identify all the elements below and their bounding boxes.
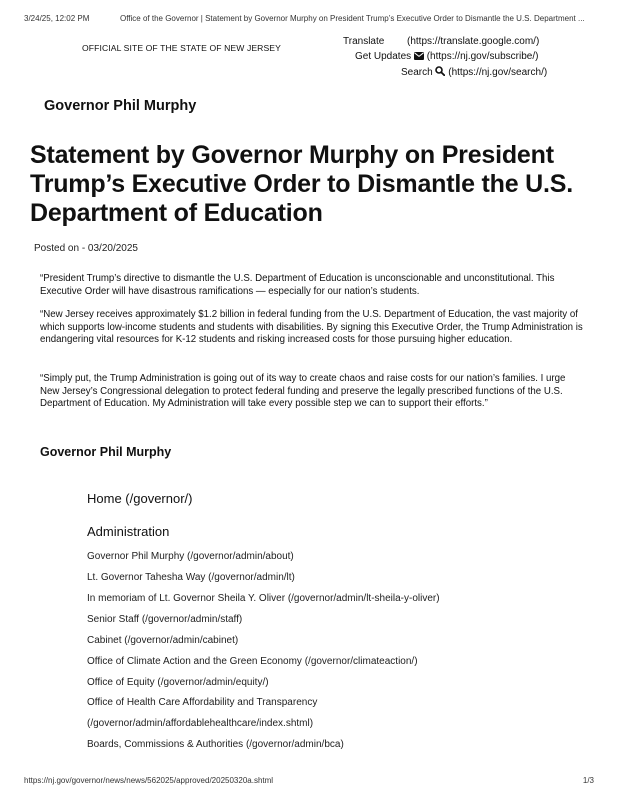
article-paragraph: “New Jersey receives approximately $1.2 billion in federal funding from the U.S. Department of Education, the vast majority of which supports low-income students and students with disabilities. By signing this Executive Order, the Trump Administration is endangering vital resources for K-12 students and risking increased costs for those pursuing higher education. — [40, 309, 583, 345]
footer-admin-link[interactable]: Office of Health Care Affordability and Transparency — [87, 697, 318, 708]
print-datetime: 3/24/25, 12:02 PM — [24, 14, 90, 23]
envelope-icon — [414, 51, 424, 62]
print-page-number: 1/3 — [582, 776, 594, 785]
print-footer — [24, 776, 594, 788]
search-url: (https://nj.gov/search/) — [448, 67, 548, 78]
get-updates-label: Get Updates — [355, 51, 412, 62]
print-url: https://nj.gov/governor/news/news/562025/approved/20250320a.shtml — [24, 776, 274, 785]
translate-link[interactable] — [343, 36, 384, 47]
article-headline: Statement by Governor Murphy on President Trump’s Executive Order to Dismantle the U.S. Department of Education — [30, 141, 574, 227]
footer-admin-heading: Administration — [87, 524, 170, 539]
footer-admin-link[interactable]: Cabinet (/governor/admin/cabinet) — [87, 635, 239, 646]
search-label: Search — [401, 67, 433, 78]
footer-admin-link[interactable]: Lt. Governor Tahesha Way (/governor/admin/lt) — [87, 572, 295, 583]
article-paragraph: “Simply put, the Trump Administration is going out of its way to create chaos and raise costs for our nation’s families. I urge New Jersey’s Congressional delegation to protect federal funding and preserve the legally prescribed functions of the U.S. Department of Education. My Administration will take every possible step we can to support their efforts.” — [40, 373, 566, 409]
site-brand[interactable]: Governor Phil Murphy — [44, 98, 197, 114]
search-link[interactable] — [401, 66, 547, 78]
translate-url[interactable]: (https://translate.google.com/) — [407, 36, 540, 47]
footer-admin-link[interactable]: Boards, Commissions & Authorities (/governor/admin/bca) — [87, 739, 344, 750]
posted-date: Posted on - 03/20/2025 — [34, 243, 138, 254]
footer-admin-link[interactable]: Senior Staff (/governor/admin/staff) — [87, 614, 243, 625]
translate-label: Translate — [343, 36, 385, 47]
footer-admin-link[interactable]: Office of Equity (/governor/admin/equity/) — [87, 677, 269, 688]
get-updates-link[interactable] — [355, 51, 538, 62]
footer-admin-link[interactable]: Office of Climate Action and the Green Economy (/governor/climateaction/) — [87, 656, 418, 667]
footer-admin-link-continued[interactable]: (/governor/admin/affordablehealthcare/index.shtml) — [87, 718, 314, 729]
search-icon — [435, 67, 445, 78]
footer-admin-link[interactable]: In memoriam of Lt. Governor Sheila Y. Oliver (/governor/admin/lt-sheila-y-oliver) — [87, 593, 440, 604]
footer-home-link[interactable]: Home (/governor/) — [87, 491, 193, 506]
get-updates-url: (https://nj.gov/subscribe/) — [426, 51, 539, 62]
article-paragraph: “President Trump’s directive to dismantle the U.S. Department of Education is unconscionable and unconstitutional. This Executive Order will have disastrous ramifications — especially for our nation’s students. — [40, 273, 555, 297]
official-site-label: OFFICIAL SITE OF THE STATE OF NEW JERSEY — [82, 43, 281, 53]
print-page-title: Office of the Governor | Statement by Governor Murphy on President Trump’s Executive Order to Dismantle the U.S. Department ... — [120, 14, 585, 23]
print-header — [24, 14, 594, 26]
footer-admin-link[interactable]: Governor Phil Murphy (/governor/admin/about) — [87, 551, 294, 562]
footer-brand: Governor Phil Murphy — [40, 445, 172, 459]
